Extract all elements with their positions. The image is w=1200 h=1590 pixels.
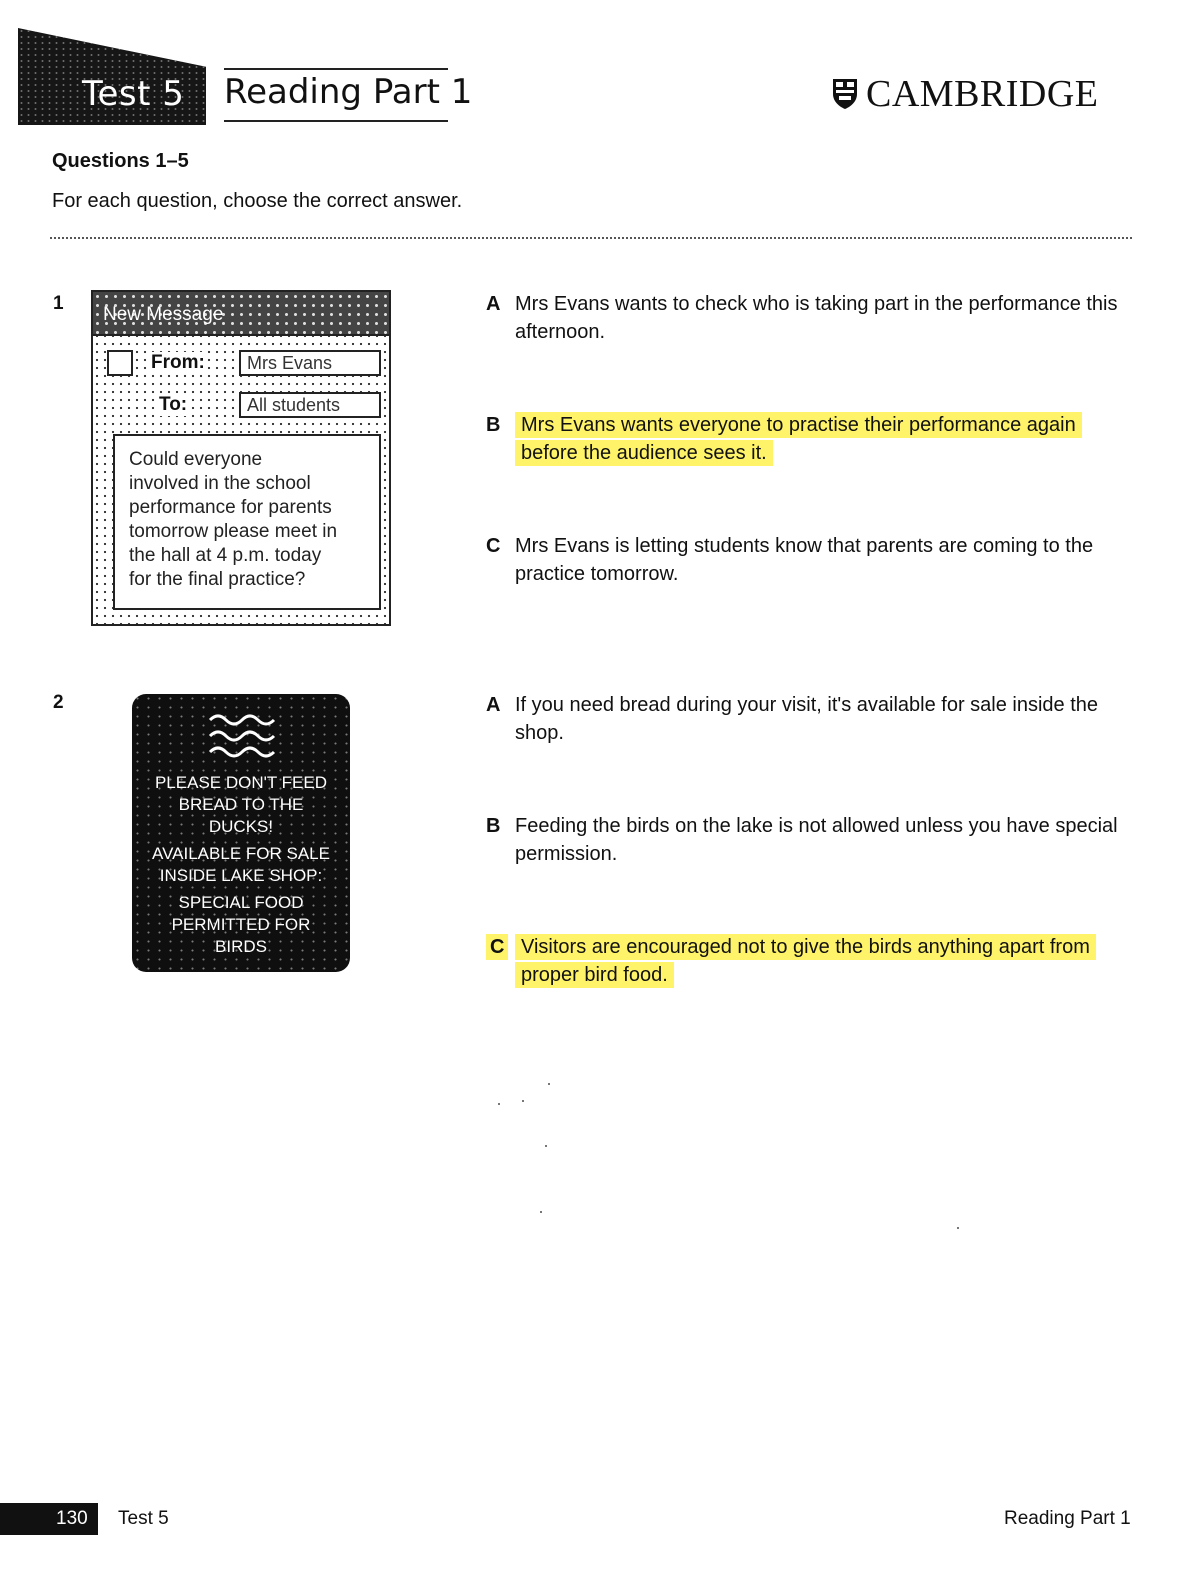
message-line: tomorrow please meet in bbox=[129, 521, 338, 542]
scan-speck bbox=[545, 1145, 547, 1147]
dotted-divider bbox=[50, 237, 1132, 239]
message-line: involved in the school bbox=[129, 473, 311, 494]
sign-line: DUCKS! bbox=[208, 817, 274, 836]
to-label: To: bbox=[159, 394, 188, 415]
sign-line: INSIDE LAKE SHOP: bbox=[159, 866, 323, 885]
sign-line: AVAILABLE FOR SALE bbox=[152, 844, 330, 863]
message-body bbox=[113, 434, 381, 610]
water-waves-icon bbox=[206, 710, 276, 760]
from-field: Mrs Evans bbox=[239, 350, 381, 376]
option-text: Mrs Evans is letting students know that parents are coming to the practice tomorrow. bbox=[515, 535, 1094, 585]
q1-option-b[interactable] bbox=[486, 411, 1126, 467]
footer-test-label: Test 5 bbox=[118, 1508, 169, 1529]
questions-heading: Questions 1–5 bbox=[52, 150, 189, 172]
brand-name: CAMBRIDGE bbox=[866, 73, 1099, 115]
message-line: performance for parents bbox=[129, 497, 332, 518]
scan-speck bbox=[522, 1100, 524, 1102]
highlighted-answer: Visitors are encouraged not to give the birds anything apart from proper bird food. bbox=[515, 934, 1096, 988]
title-rule-bottom bbox=[224, 120, 448, 122]
brand-logo bbox=[832, 72, 1099, 116]
option-letter: C bbox=[486, 535, 501, 557]
scan-speck bbox=[540, 1211, 542, 1213]
from-label: From: bbox=[151, 352, 205, 373]
question-number-1: 1 bbox=[53, 293, 64, 314]
title-rule-top bbox=[224, 68, 448, 70]
part-title: Reading Part 1 bbox=[224, 72, 473, 112]
sign-line: BIRDS bbox=[215, 937, 267, 956]
option-letter: B bbox=[486, 815, 501, 837]
q1-option-c[interactable] bbox=[486, 532, 1126, 588]
message-line: for the final practice? bbox=[129, 569, 306, 590]
question-number-2: 2 bbox=[53, 692, 64, 713]
option-letter: A bbox=[486, 694, 501, 716]
instruction-text: For each question, choose the correct answer. bbox=[52, 190, 463, 212]
message-line: the hall at 4 p.m. today bbox=[129, 545, 322, 566]
scan-speck bbox=[957, 1227, 959, 1229]
sign-line: PERMITTED FOR bbox=[171, 915, 311, 934]
test-label: Test 5 bbox=[82, 74, 185, 114]
q1-option-a[interactable] bbox=[486, 290, 1126, 346]
scan-speck bbox=[548, 1083, 550, 1085]
sign-line: PLEASE DON'T FEED bbox=[154, 773, 328, 792]
footer-part-label: Reading Part 1 bbox=[1004, 1508, 1131, 1529]
message-line: Could everyone bbox=[129, 449, 263, 470]
sign-line: SPECIAL FOOD bbox=[178, 893, 304, 912]
lake-sign bbox=[132, 694, 350, 972]
option-letter: C bbox=[486, 934, 508, 960]
q2-option-b[interactable] bbox=[486, 812, 1126, 868]
page-number: 130 bbox=[0, 1503, 98, 1535]
cambridge-shield-icon bbox=[832, 78, 858, 110]
option-text: Feeding the birds on the lake is not allowed unless you have special permission. bbox=[515, 815, 1118, 865]
scan-speck bbox=[498, 1103, 500, 1105]
option-letter: A bbox=[486, 293, 501, 315]
q2-option-a[interactable] bbox=[486, 691, 1126, 747]
option-text: If you need bread during your visit, it's available for sale inside the shop. bbox=[515, 694, 1099, 744]
sign-line: BREAD TO THE bbox=[178, 795, 304, 814]
message-window bbox=[91, 290, 391, 626]
highlighted-answer: Mrs Evans wants everyone to practise their performance again before the audience sees it. bbox=[515, 412, 1082, 466]
q2-option-c[interactable] bbox=[486, 933, 1126, 989]
to-field: All students bbox=[239, 392, 381, 418]
option-letter: B bbox=[486, 414, 501, 436]
option-text: Mrs Evans wants to check who is taking part in the performance this afternoon. bbox=[515, 293, 1118, 343]
message-header-title: New Message bbox=[103, 304, 224, 325]
message-checkbox bbox=[107, 350, 133, 376]
message-header bbox=[93, 292, 389, 336]
